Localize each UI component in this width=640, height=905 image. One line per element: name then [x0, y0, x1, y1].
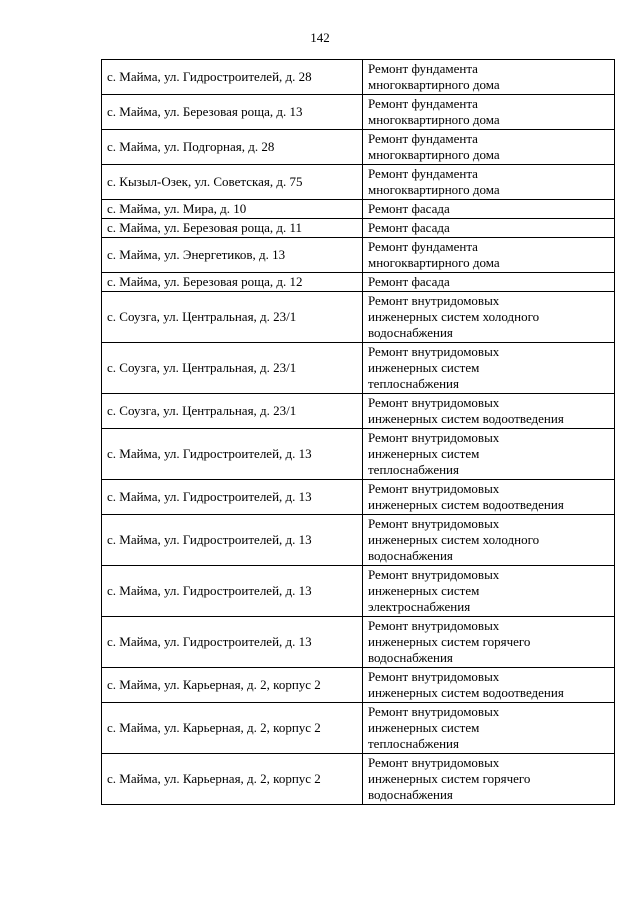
address-cell: с. Майма, ул. Гидростроителей, д. 13: [102, 515, 363, 566]
work-type-cell: [363, 200, 615, 219]
address-cell: с. Майма, ул. Березовая роща, д. 12: [102, 273, 363, 292]
work-type-line: многоквартирного дома: [368, 147, 500, 162]
work-type-line: Ремонт внутридомовых: [368, 344, 500, 359]
table-row: [102, 292, 615, 343]
table-row: [102, 130, 615, 165]
repair-table-body: [102, 60, 615, 805]
table-row: [102, 394, 615, 429]
work-type-cell: [363, 343, 615, 394]
work-type-line: водоснабжения: [368, 325, 453, 340]
table-row: [102, 754, 615, 805]
work-type-line: Ремонт внутридомовых: [368, 395, 500, 410]
work-type-line: водоснабжения: [368, 548, 453, 563]
work-type-line: Ремонт фундамента: [368, 239, 478, 254]
work-type-cell: [363, 292, 615, 343]
work-type-line: инженерных систем: [368, 446, 480, 461]
address-cell: с. Майма, ул. Мира, д. 10: [102, 200, 363, 219]
work-type-line: Ремонт фундамента: [368, 61, 478, 76]
work-type-line: многоквартирного дома: [368, 255, 500, 270]
work-type-line: водоснабжения: [368, 650, 453, 665]
work-type-line: Ремонт внутридомовых: [368, 567, 500, 582]
work-type-line: Ремонт внутридомовых: [368, 618, 500, 633]
work-type-line: Ремонт внутридомовых: [368, 516, 500, 531]
table-row: [102, 515, 615, 566]
work-type-cell: [363, 394, 615, 429]
work-type-line: инженерных систем холодного: [368, 309, 540, 324]
work-type-cell: [363, 566, 615, 617]
work-type-line: инженерных систем: [368, 583, 480, 598]
address-cell: с. Соузга, ул. Центральная, д. 23/1: [102, 292, 363, 343]
work-type-cell: [363, 219, 615, 238]
work-type-line: многоквартирного дома: [368, 77, 500, 92]
work-type-line: инженерных систем водоотведения: [368, 497, 564, 512]
table-row: [102, 343, 615, 394]
work-type-line: Ремонт внутридомовых: [368, 481, 500, 496]
address-cell: с. Майма, ул. Карьерная, д. 2, корпус 2: [102, 754, 363, 805]
table-row: [102, 219, 615, 238]
table-row: [102, 668, 615, 703]
address-cell: с. Соузга, ул. Центральная, д. 23/1: [102, 343, 363, 394]
address-cell: с. Майма, ул. Карьерная, д. 2, корпус 2: [102, 668, 363, 703]
work-type-line: инженерных систем: [368, 360, 480, 375]
address-cell: с. Майма, ул. Березовая роща, д. 13: [102, 95, 363, 130]
work-type-line: Ремонт внутридомовых: [368, 704, 500, 719]
address-cell: с. Майма, ул. Гидростроителей, д. 13: [102, 480, 363, 515]
work-type-line: Ремонт внутридомовых: [368, 430, 500, 445]
work-type-line: Ремонт внутридомовых: [368, 293, 500, 308]
address-cell: с. Майма, ул. Энергетиков, д. 13: [102, 238, 363, 273]
work-type-cell: [363, 165, 615, 200]
work-type-line: водоснабжения: [368, 787, 453, 802]
work-type-line: многоквартирного дома: [368, 182, 500, 197]
work-type-cell: [363, 238, 615, 273]
table-row: [102, 273, 615, 292]
work-type-line: инженерных систем холодного: [368, 532, 540, 547]
work-type-line: теплоснабжения: [368, 376, 459, 391]
table-row: [102, 95, 615, 130]
work-type-line: Ремонт фасада: [368, 201, 450, 216]
work-type-cell: [363, 703, 615, 754]
work-type-cell: [363, 429, 615, 480]
table-row: [102, 200, 615, 219]
address-cell: с. Майма, ул. Гидростроителей, д. 28: [102, 60, 363, 95]
address-cell: с. Майма, ул. Гидростроителей, д. 13: [102, 617, 363, 668]
work-type-line: теплоснабжения: [368, 462, 459, 477]
address-cell: с. Кызыл-Озек, ул. Советская, д. 75: [102, 165, 363, 200]
work-type-line: теплоснабжения: [368, 736, 459, 751]
work-type-cell: [363, 668, 615, 703]
work-type-line: электроснабжения: [368, 599, 471, 614]
table-row: [102, 480, 615, 515]
table-row: [102, 617, 615, 668]
table-row: [102, 238, 615, 273]
work-type-line: инженерных систем: [368, 720, 480, 735]
work-type-cell: [363, 754, 615, 805]
repair-table: [101, 59, 615, 805]
address-cell: с. Майма, ул. Березовая роща, д. 11: [102, 219, 363, 238]
work-type-line: Ремонт фундамента: [368, 166, 478, 181]
work-type-line: Ремонт фундамента: [368, 131, 478, 146]
work-type-line: инженерных систем горячего: [368, 771, 531, 786]
work-type-line: Ремонт фасада: [368, 220, 450, 235]
table-row: [102, 566, 615, 617]
work-type-cell: [363, 273, 615, 292]
work-type-line: Ремонт внутридомовых: [368, 755, 500, 770]
work-type-cell: [363, 480, 615, 515]
table-row: [102, 703, 615, 754]
work-type-line: Ремонт внутридомовых: [368, 669, 500, 684]
work-type-line: инженерных систем водоотведения: [368, 685, 564, 700]
address-cell: с. Майма, ул. Карьерная, д. 2, корпус 2: [102, 703, 363, 754]
page-number: 142: [310, 30, 330, 45]
work-type-line: многоквартирного дома: [368, 112, 500, 127]
work-type-line: Ремонт фасада: [368, 274, 450, 289]
work-type-cell: [363, 60, 615, 95]
address-cell: с. Соузга, ул. Центральная, д. 23/1: [102, 394, 363, 429]
table-row: [102, 165, 615, 200]
address-cell: с. Майма, ул. Гидростроителей, д. 13: [102, 429, 363, 480]
work-type-line: Ремонт фундамента: [368, 96, 478, 111]
work-type-line: инженерных систем горячего: [368, 634, 531, 649]
address-cell: с. Майма, ул. Подгорная, д. 28: [102, 130, 363, 165]
table-row: [102, 60, 615, 95]
work-type-cell: [363, 130, 615, 165]
work-type-cell: [363, 617, 615, 668]
work-type-line: инженерных систем водоотведения: [368, 411, 564, 426]
table-row: [102, 429, 615, 480]
work-type-cell: [363, 515, 615, 566]
work-type-cell: [363, 95, 615, 130]
address-cell: с. Майма, ул. Гидростроителей, д. 13: [102, 566, 363, 617]
